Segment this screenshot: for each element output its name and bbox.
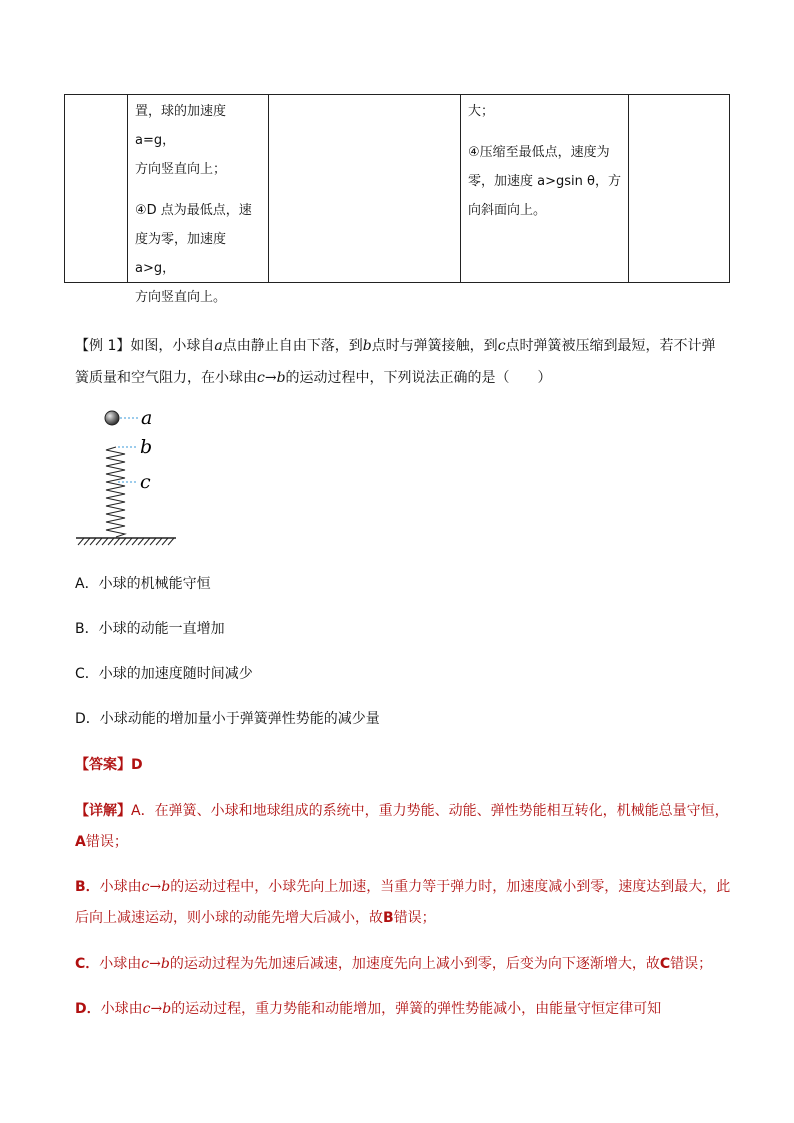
cell-text: 大； xyxy=(468,104,495,119)
cell-text: 零，加速度 a>gsin θ，方 xyxy=(468,174,621,189)
cell-text: 置，球的加速度 a=g， xyxy=(135,104,227,148)
detail-line-1: 【详解】A．在弹簧、小球和地球组成的系统中，重力势能、动能、弹性势能相互转化，机械能总量守恒， xyxy=(75,803,729,819)
detail-line-6: D．小球由c→b的运动过程，重力势能和动能增加，弹簧的弹性势能减小，由能量守恒定律可知 xyxy=(75,1001,662,1017)
ground-hatching xyxy=(78,538,174,545)
table-divider xyxy=(628,95,629,282)
table-divider xyxy=(127,95,128,282)
answer-line xyxy=(75,755,143,775)
spring xyxy=(106,447,125,537)
example-tag: 【例 1】 xyxy=(75,338,131,354)
ball xyxy=(105,411,119,425)
cell-text: 度为零，加速度 a>g， xyxy=(135,232,227,276)
table-divider xyxy=(268,95,269,282)
detail-line-4: 后向上减速运动，则小球的动能先增大后减小，故B错误； xyxy=(75,910,436,926)
option-a: A．小球的机械能守恒 xyxy=(75,576,211,592)
cell-text: 方向竖直向上。 xyxy=(135,290,227,305)
detail-label: 【详解】 xyxy=(75,803,131,819)
cell-text: 方向竖直向上； xyxy=(135,162,227,177)
table-cell-incline-spring xyxy=(468,97,628,225)
table-cell-vertical-spring xyxy=(135,97,265,312)
answer-value: D xyxy=(131,757,143,773)
cell-text: ④D 点为最低点，速 xyxy=(135,203,252,218)
answer-label: 【答案】 xyxy=(75,757,131,773)
question-line-1: 【例 1】如图，小球自a点由静止自由下落，到b点时与弹簧接触，到c点时弹簧被压缩到最短，若不计弹 xyxy=(75,338,716,354)
comparison-table xyxy=(64,94,730,305)
option-c: C．小球的加速度随时间减少 xyxy=(75,666,253,682)
detail-line-2: A错误； xyxy=(75,834,128,850)
label-b: b xyxy=(140,436,153,458)
label-c: c xyxy=(140,471,151,493)
option-d: D．小球动能的增加量小于弹簧弹性势能的减少量 xyxy=(75,711,380,727)
option-b: B．小球的动能一直增加 xyxy=(75,621,225,637)
label-a: a xyxy=(141,407,153,429)
cell-text: 向斜面向上。 xyxy=(468,203,547,218)
spring-ball-figure xyxy=(72,404,184,550)
detail-line-5: C．小球由c→b的运动过程为先加速后减速，加速度先向上减小到零，后变为向下逐渐增大，故C错误； xyxy=(75,956,713,972)
detail-line-3: B．小球由c→b的运动过程中，小球先向上加速，当重力等于弹力时，加速度减小到零，速度达到最大，此 xyxy=(75,879,731,895)
table-divider xyxy=(460,95,461,282)
question-line-2: 簧质量和空气阻力，在小球由c→b的运动过程中，下列说法正确的是（ ） xyxy=(75,370,552,386)
cell-text: ④压缩至最低点，速度为 xyxy=(468,145,610,160)
